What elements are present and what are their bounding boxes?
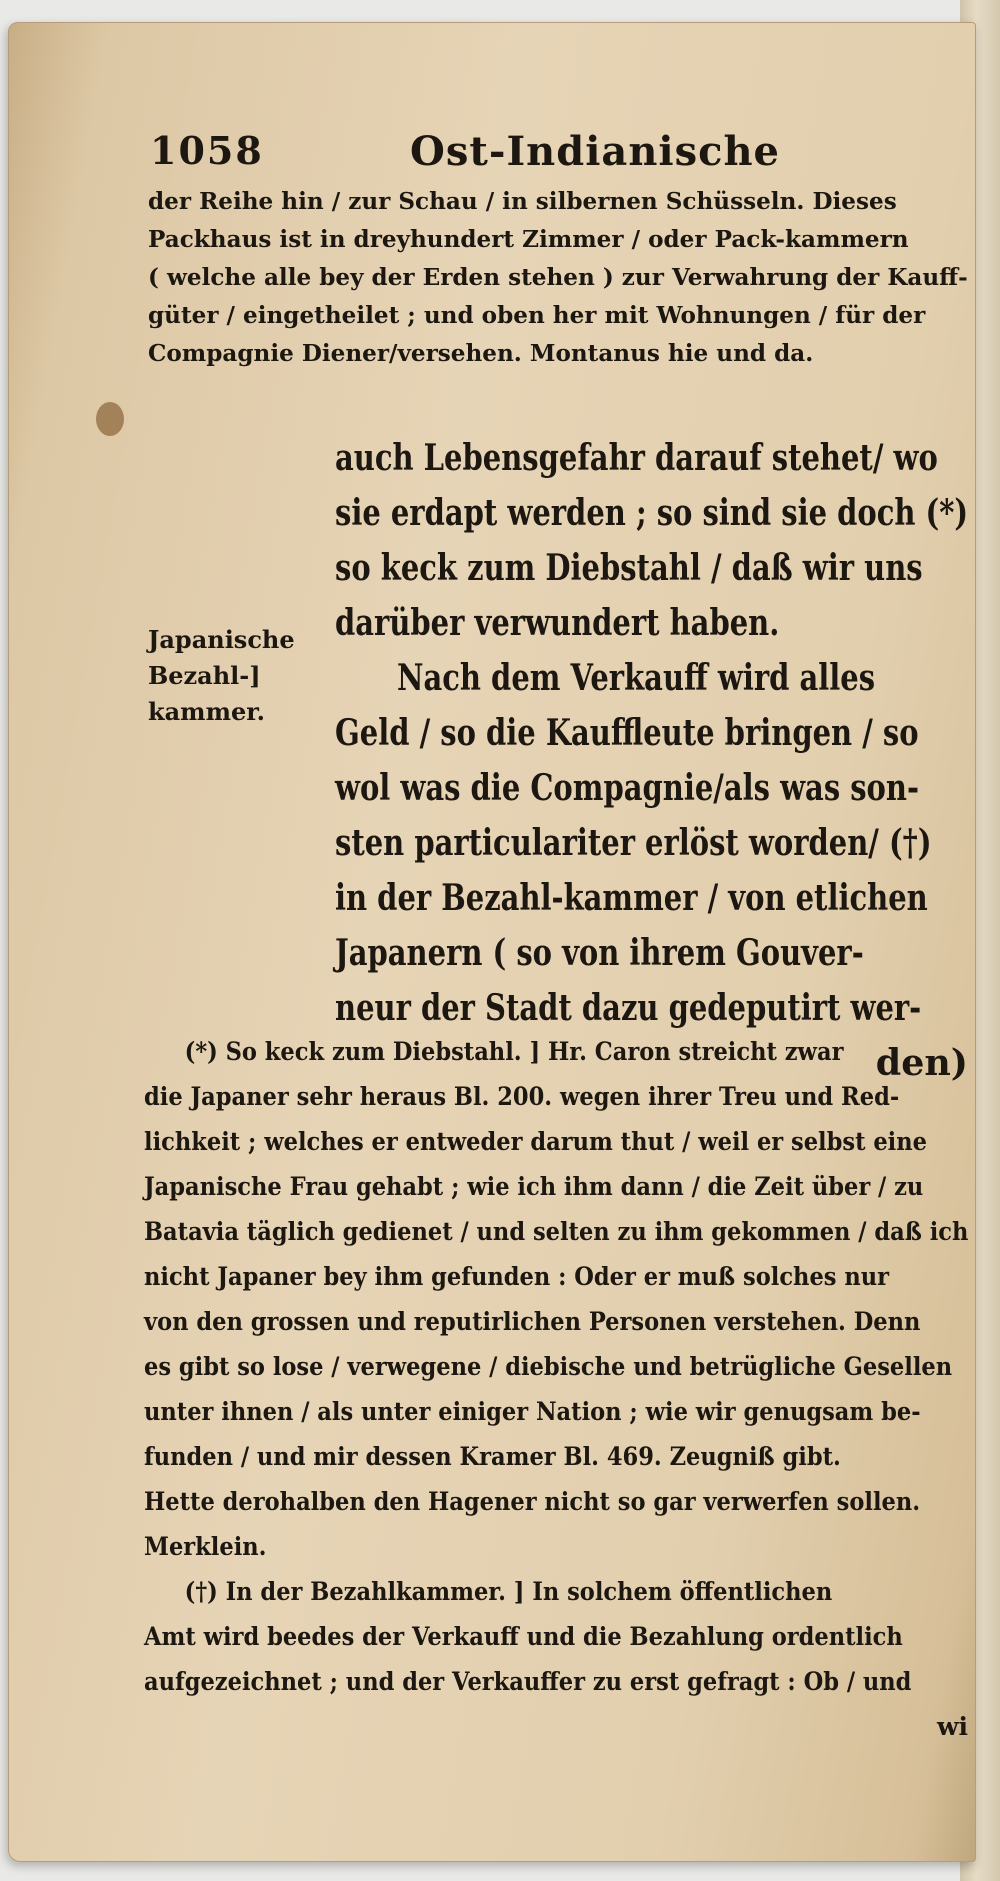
margin-note [148,622,295,730]
footnote-line: nicht Japaner bey ihm gefunden : Oder er muß solches nur [144,1262,889,1292]
footnote-line: (*) So keck zum Diebstahl. ] Hr. Caron streicht zwar [184,1037,844,1067]
paper-stain [96,402,124,436]
running-title: Ost-Indianische [410,128,780,175]
main-text [335,430,1000,1090]
text-line: Compagnie Diener/versehen. Montanus hie und da. [148,339,814,367]
text-line: Nach dem Verkauff wird alles [396,656,876,699]
footnote-line: Batavia täglich gedienet / und selten zu ihm gekommen / daß ich [144,1217,969,1247]
footnote-line: (†) In der Bezahlkammer. ] In solchem öffentlichen [184,1577,833,1607]
text-line: den) [875,1041,969,1084]
footnote-line: die Japaner sehr heraus Bl. 200. wegen ihrer Treu und Red- [144,1082,900,1112]
text-line: wol was die Compagnie/als was son- [335,766,920,809]
footnote-line: unter ihnen / als unter einiger Nation ; wie wir genugsam be- [144,1397,921,1427]
text-line: güter / eingetheilet ; und oben her mit Wohnungen / für der [148,301,926,329]
footnotes [144,1030,1000,1750]
text-line: Japanern ( so von ihrem Gouver- [335,931,864,974]
text-line: darüber verwundert haben. [335,601,780,644]
margin-line: Japanische [148,625,295,654]
text-line: auch Lebensgefahr darauf stehet/ wo [335,436,938,479]
footnote-line: wi [937,1712,969,1742]
text-line: sie erdapt werden ; so sind sie doch (*) [335,491,969,534]
text-line: neur der Stadt dazu gedeputirt wer- [335,986,922,1029]
footnote-line: aufgezeichnet ; und der Verkauffer zu erst gefragt : Ob / und [144,1667,912,1697]
footnote-line: Japanische Frau gehabt ; wie ich ihm dann / die Zeit über / zu [144,1172,924,1202]
footnote-line: funden / und mir dessen Kramer Bl. 469. Zeugniß gibt. [144,1442,841,1472]
page-number: 1058 [150,128,264,173]
text-line: der Reihe hin / zur Schau / in silbernen Schüsseln. Dieses [148,187,897,215]
footnote-line: Hette derohalben den Hagener nicht so gar verwerfen sollen. [144,1487,921,1517]
footnote-line: Merklein. [144,1532,267,1562]
footnote-line: es gibt so lose / verwegene / diebische und betrügliche Gesellen [144,1352,953,1382]
margin-line: kammer. [148,697,266,726]
text-line: Geld / so die Kauffleute bringen / so [335,711,919,754]
margin-line: Bezahl-] [148,661,261,690]
text-line: Packhaus ist in dreyhundert Zimmer / oder Pack-kammern [148,225,909,253]
text-line: so keck zum Diebstahl / daß wir uns [335,546,923,589]
text-line: in der Bezahl-kammer / von etlichen [335,876,928,919]
text-line: ( welche alle bey der Erden stehen ) zur Verwahrung der Kauff- [148,263,968,291]
footnote-line: lichkeit ; welches er entweder darum thut / weil er selbst eine [144,1127,927,1157]
footnote-line: Amt wird beedes der Verkauff und die Bezahlung ordentlich [144,1622,903,1652]
footnote-line: von den grossen und reputirlichen Personen verstehen. Denn [144,1307,921,1337]
top-paragraph [148,182,982,372]
text-line: sten particulariter erlöst worden/ (†) [335,821,932,864]
